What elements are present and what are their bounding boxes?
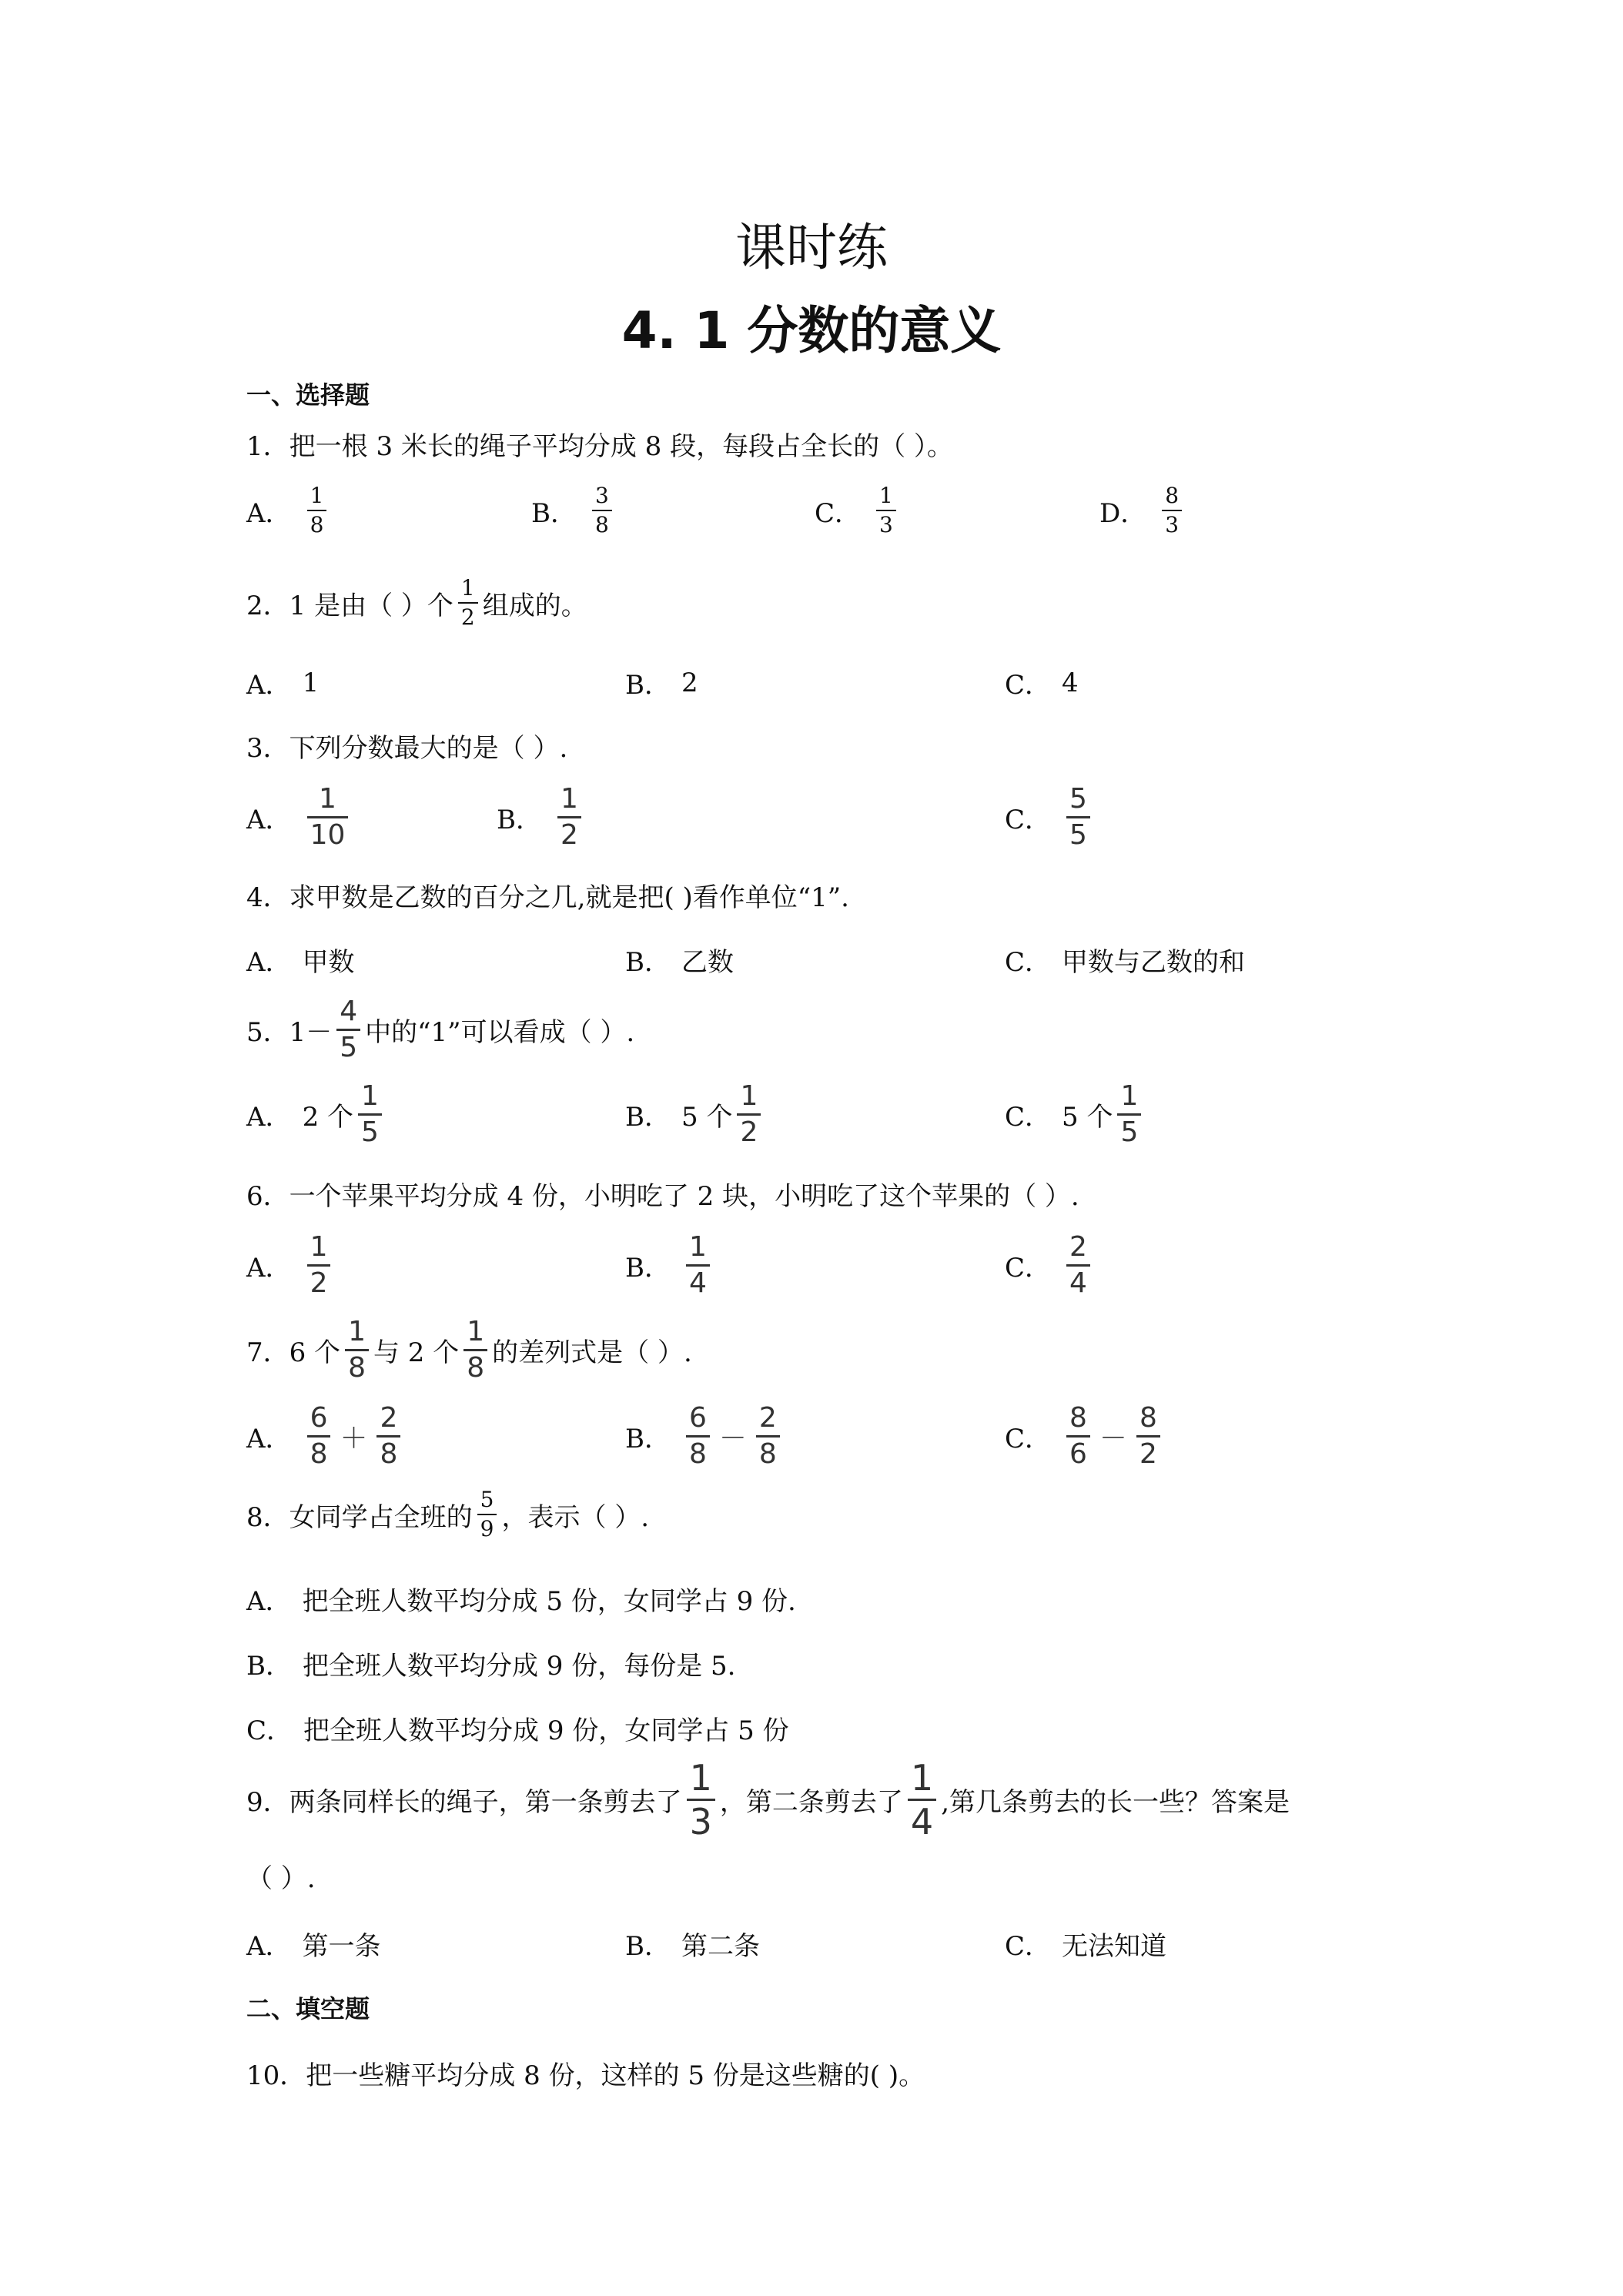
- q4-option-c[interactable]: C． 甲数与乙数的和: [1005, 947, 1246, 978]
- section-heading-choice: 一、选择题: [246, 380, 370, 410]
- q6-option-c[interactable]: C． $\frac{2}{4}$: [1005, 1233, 1095, 1297]
- q9-option-b[interactable]: B． 第二条: [625, 1931, 760, 1962]
- fraction: $\frac{1}{10}$: [307, 785, 349, 849]
- q4-option-b[interactable]: B． 乙数: [625, 947, 734, 978]
- question-9-answer-blank: （ ）.: [246, 1863, 316, 1894]
- question-1: 1．把一根 3 米长的绳子平均分成 8 段，每段占全长的（ ）。: [246, 431, 953, 462]
- fraction: $\frac{1}{2}$: [458, 577, 478, 628]
- fraction: $\frac{1}{2}$: [737, 1083, 761, 1146]
- fraction: $\frac{1}{8}$: [345, 1318, 369, 1382]
- question-3: 3．下列分数最大的是（ ）.: [246, 733, 568, 764]
- page-title: 课时练: [735, 218, 888, 277]
- fraction: $\frac{1}{5}$: [1117, 1083, 1141, 1146]
- fraction: $\frac{1}{4}$: [686, 1233, 710, 1297]
- q3-option-a[interactable]: A． $\frac{1}{10}$: [246, 785, 353, 849]
- q8-option-c[interactable]: C． 把全班人数平均分成 9 份，女同学占 5 份: [246, 1715, 789, 1746]
- q8-option-b[interactable]: B． 把全班人数平均分成 9 份，每份是 5.: [246, 1651, 736, 1682]
- fraction: $\frac{2}{8}$: [756, 1404, 780, 1468]
- q5-option-b[interactable]: B． 5 个 $\frac{1}{2}$: [625, 1083, 765, 1146]
- q5-option-c[interactable]: C． 5 个 $\frac{1}{5}$: [1005, 1083, 1146, 1146]
- fraction: $\frac{1}{5}$: [358, 1083, 382, 1146]
- fraction: $\frac{1}{2}$: [557, 785, 581, 849]
- q1-option-b[interactable]: [531, 485, 617, 536]
- q8-option-a[interactable]: A． 把全班人数平均分成 5 份，女同学占 9 份.: [246, 1586, 796, 1617]
- fraction: $\frac{1}{8}$: [307, 485, 327, 536]
- fraction: $\frac{1}{3}$: [687, 1760, 715, 1839]
- fraction: $\frac{1}{4}$: [908, 1760, 936, 1839]
- q7-option-b[interactable]: B． $\frac{6}{8}$ － $\frac{2}{8}$: [625, 1404, 785, 1468]
- lesson-title: 4. 1 分数的意义: [621, 301, 1002, 360]
- fraction: $\frac{5}{9}$: [477, 1489, 497, 1540]
- option-label: B．: [531, 497, 577, 529]
- question-5: 5．1－ $\frac{4}{5}$ 中的“1”可以看成（ ）.: [246, 996, 635, 1063]
- q7-option-a[interactable]: A． $\frac{6}{8}$ ＋ $\frac{2}{8}$: [246, 1404, 405, 1468]
- fraction: $\frac{2}{8}$: [376, 1404, 400, 1468]
- question-8: 8．女同学占全班的 $\frac{5}{9}$ ，表示（ ）.: [246, 1487, 650, 1541]
- q2-option-b[interactable]: B． 2: [625, 667, 698, 701]
- fraction: $\frac{1}{8}$: [463, 1318, 487, 1382]
- q3-option-c[interactable]: C． $\frac{5}{5}$: [1005, 785, 1095, 849]
- fraction: $\frac{1}{2}$: [307, 1233, 331, 1297]
- fraction: $\frac{8}{3}$: [1162, 485, 1182, 536]
- fraction: $\frac{4}{5}$: [336, 998, 360, 1062]
- fraction: $\frac{8}{2}$: [1136, 1404, 1160, 1468]
- q4-option-a[interactable]: A． 甲数: [246, 947, 355, 978]
- question-7: 7．6 个 $\frac{1}{8}$ 与 2 个 $\frac{1}{8}$ 的差列式是（ ）.: [246, 1316, 692, 1384]
- section-heading-fill: 二、填空题: [246, 1994, 370, 2023]
- question-10: 10．把一些糖平均分成 8 份，这样的 5 份是这些糖的( )。: [246, 2060, 925, 2091]
- fraction: $\frac{1}{3}$: [876, 485, 896, 536]
- q6-option-a[interactable]: A． $\frac{1}{2}$: [246, 1233, 335, 1297]
- option-label: D．: [1099, 497, 1147, 529]
- q9-option-a[interactable]: A． 第一条: [246, 1931, 381, 1962]
- question-2: 2．1 是由（ ）个 $\frac{1}{2}$ 组成的。: [246, 575, 587, 630]
- option-label: A．: [246, 497, 292, 529]
- option-label: C．: [815, 497, 862, 529]
- q1-option-a[interactable]: [246, 485, 331, 536]
- q5-option-a[interactable]: A． 2 个 $\frac{1}{5}$: [246, 1083, 387, 1146]
- q6-option-b[interactable]: B． $\frac{1}{4}$: [625, 1233, 714, 1297]
- fraction: $\frac{3}{8}$: [592, 485, 612, 536]
- q1-option-d[interactable]: [1099, 485, 1186, 536]
- fraction: $\frac{5}{5}$: [1066, 785, 1090, 849]
- q9-option-c[interactable]: C． 无法知道: [1005, 1931, 1167, 1962]
- q3-option-b[interactable]: B． $\frac{1}{2}$: [497, 785, 586, 849]
- fraction: $\frac{6}{8}$: [686, 1404, 710, 1468]
- question-9: 9．两条同样长的绳子，第一条剪去了 $\frac{1}{3}$ ，第二条剪去了 $\frac{1}{4}$ ,第几条剪去的长一些？答案是: [246, 1757, 1290, 1842]
- q2-option-c[interactable]: C． 4: [1005, 667, 1079, 701]
- question-4: 4．求甲数是乙数的百分之几,就是把( )看作单位“1”.: [246, 882, 849, 913]
- q7-option-c[interactable]: C． $\frac{8}{6}$ － $\frac{8}{2}$: [1005, 1404, 1165, 1468]
- q2-option-a[interactable]: A． 1: [246, 667, 320, 701]
- fraction: $\frac{2}{4}$: [1066, 1233, 1090, 1297]
- q1-option-c[interactable]: [815, 485, 901, 536]
- fraction: $\frac{6}{8}$: [307, 1404, 331, 1468]
- question-6: 6．一个苹果平均分成 4 份，小明吃了 2 块，小明吃了这个苹果的（ ）.: [246, 1181, 1079, 1212]
- fraction: $\frac{8}{6}$: [1066, 1404, 1090, 1468]
